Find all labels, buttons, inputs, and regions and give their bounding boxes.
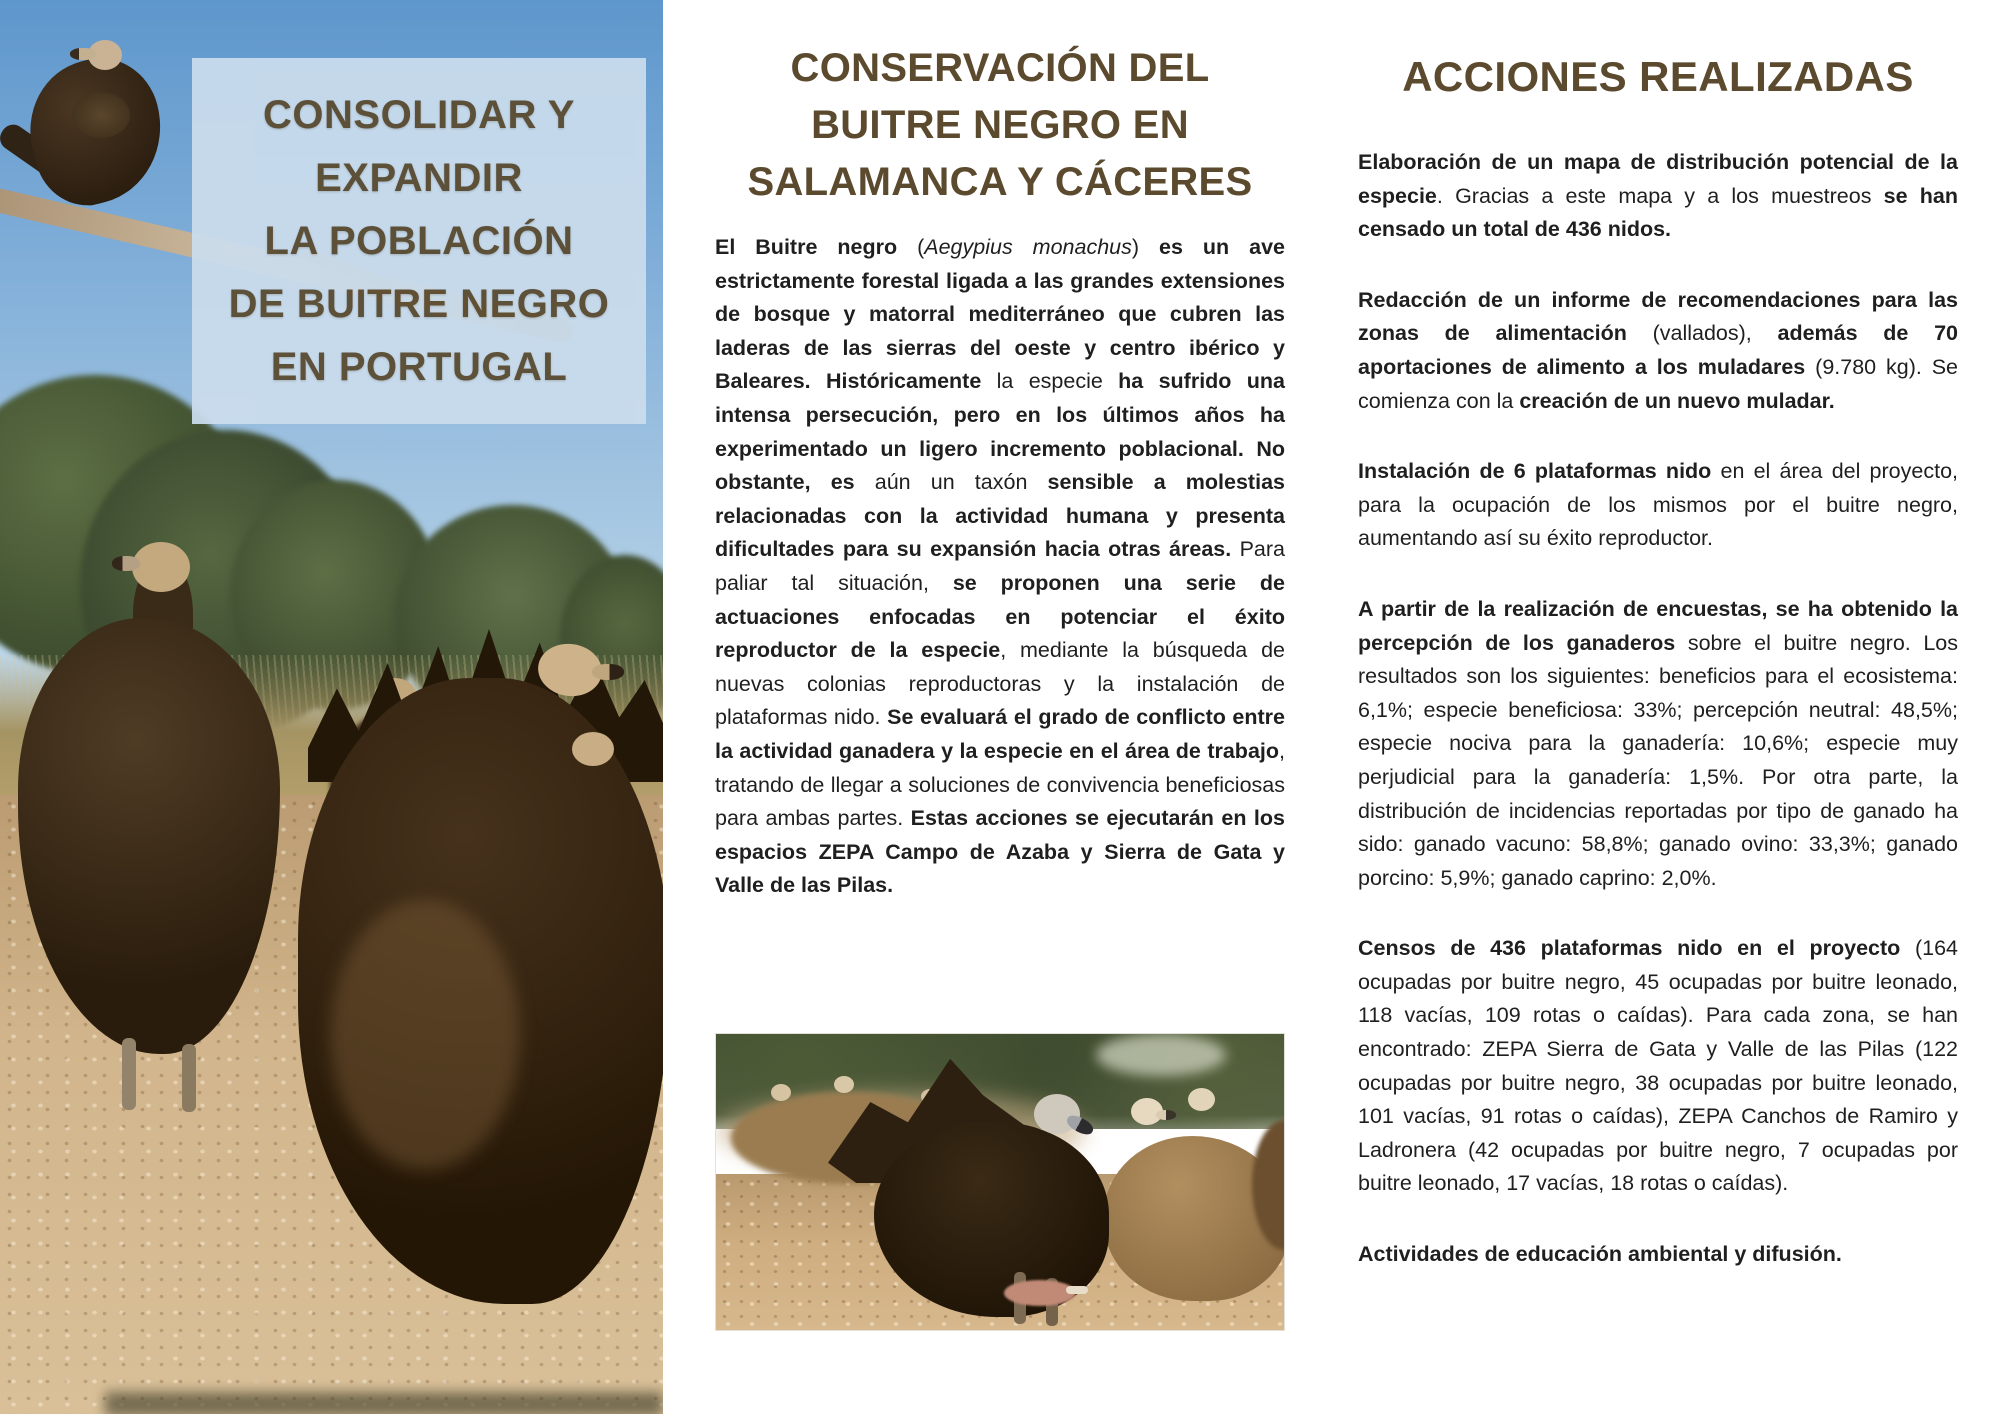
middle-paragraph: El Buitre negro (Aegypius monachus) es un ave estrictamente forestal ligada a las grandes extensiones de bosque y matorral mediterráneo que cubren las laderas de las sierras del oeste y centro ibérico y Baleares. Históricamente la especie ha sufrido una intensa persecución, pero en los últimos años ha experimentado un ligero incremento poblacional. No obstante, es aún un taxón sensible a molestias relacionadas con la actividad humana y presenta dificultades para su expansión hacia otras áreas. Para paliar tal situación, se proponen una serie de actuaciones enfocadas en potenciar el éxito reproductor de la especie, mediante la búsqueda de nuevas colonias reproductoras y la instalación de plataformas nido. Se evaluará el grado de conflicto entre la actividad ganadera y la especie en el área de trabajo, tratando de llegar a soluciones de convivencia beneficiosas para ambas partes. Estas acciones se ejecutarán en los espacios ZEPA Campo de Azaba y Sierra de Gata y Valle de las Pilas.	[715, 235, 1286, 898]
right-vulture-highlight	[330, 900, 520, 1170]
left-title-overlay	[192, 58, 646, 424]
left-vulture-head	[132, 542, 190, 592]
action-paragraph: Elaboración de un mapa de distribución potencial de la especie. Gracias a este mapa y a los muestreos se han censado un total de 436 nidos.	[1358, 150, 1958, 242]
action-paragraph: Redacción de un informe de recomendaciones para las zonas de alimentación (vallados), además de 70 aportaciones de alimento a los muladares (9.780 kg). Se comienza con la creación de un nuevo muladar.	[1358, 287, 1959, 413]
right-title: ACCIONES REALIZADAS	[1402, 53, 1914, 100]
photo-carcass	[1004, 1280, 1076, 1306]
photo-bone	[1066, 1286, 1088, 1294]
photo-griffon-head	[1188, 1088, 1215, 1111]
photo-sky-gap	[1096, 1034, 1226, 1076]
perched-vulture-ruff	[72, 92, 130, 138]
left-title-line: EN PORTUGAL	[270, 344, 568, 389]
vultures-feeding-photo	[715, 1033, 1285, 1331]
photo-griffon-beak	[1156, 1110, 1176, 1120]
left-vulture-leg	[182, 1044, 196, 1112]
action-paragraph: Actividades de educación ambiental y difusión.	[1358, 1242, 1842, 1267]
right-column	[1358, 0, 1958, 1414]
left-title-line: CONSOLIDAR Y	[263, 92, 575, 137]
right-vulture-second-head	[572, 732, 614, 766]
actions-paragraphs	[1358, 146, 1958, 1272]
left-vulture-leg	[122, 1038, 136, 1110]
photo-griffon-head	[834, 1076, 854, 1093]
middle-title-line: SALAMANCA Y CÁCERES	[747, 160, 1253, 204]
middle-column	[715, 0, 1285, 1414]
middle-title-line: CONSERVACIÓN DEL	[790, 46, 1210, 90]
left-photo-panel	[0, 0, 663, 1414]
left-title-line: EXPANDIR	[315, 155, 523, 200]
left-title-line: DE BUITRE NEGRO	[228, 281, 610, 326]
action-paragraph: Instalación de 6 plataformas nido en el área del proyecto, para la ocupación de los mismos por el buitre negro, aumentando así su éxito reproductor.	[1358, 459, 1958, 551]
left-title-line: LA POBLACIÓN	[264, 218, 574, 263]
middle-title-line: BUITRE NEGRO EN	[811, 103, 1189, 147]
action-paragraph: Censos de 436 plataformas nido en el proyecto (164 ocupadas por buitre negro, 45 ocupadas por buitre leonado, 118 vacías, 109 rotas o caídas). Para cada zona, se han encontrado: ZEPA Sierra de Gata y Valle de las Pilas (122 ocupadas por buitre negro, 38 ocupadas por buitre leonado, 101 vacías, 91 rotas o caídas), ZEPA Canchos de Ramiro y Ladronera (42 ocupadas por buitre negro, 7 ocupadas por buitre leonado, 17 vacías, 18 rotas o caídas).	[1358, 936, 1958, 1196]
right-vulture-beak	[592, 664, 624, 680]
action-paragraph: A partir de la realización de encuestas, se ha obtenido la percepción de los ganaderos sobre el buitre negro. Los resultados son los siguientes: beneficios para el ecosistema: 6,1%; especie beneficiosa: 33%; percepción neutral: 48,5%; especie nociva para la ganadería: 10,6%; especie muy perjudicial para la ganadería: 1,5%. Por otra parte, la distribución de incidencias reportadas por tipo de ganado ha sido: ganado vacuno: 58,8%; ganado ovino: 33,3%; ganado porcino: 5,9%; ganado caprino: 2,0%.	[1358, 596, 1958, 890]
perched-vulture-beak	[70, 48, 96, 60]
left-vulture-beak	[112, 556, 140, 571]
photo-griffon-head	[771, 1084, 791, 1101]
ground-shadow	[105, 1392, 663, 1414]
middle-title	[715, 40, 1285, 211]
